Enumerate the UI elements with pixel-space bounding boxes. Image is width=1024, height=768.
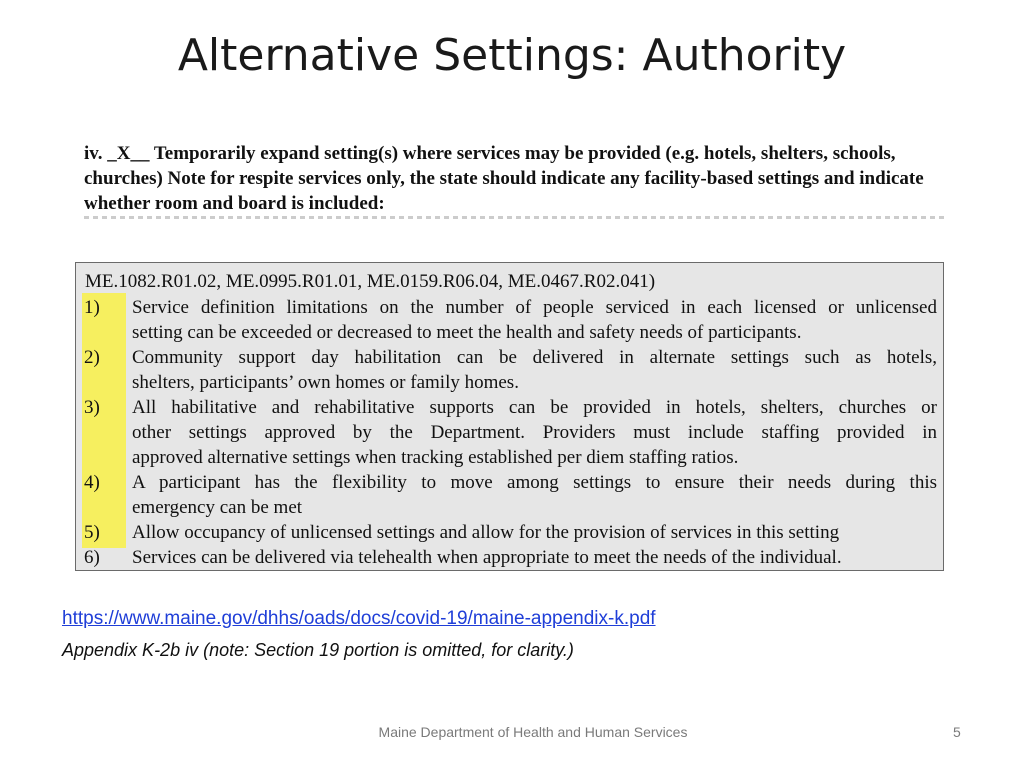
setting-item-line	[82, 395, 937, 420]
item-number	[82, 370, 132, 395]
item-text: setting can be exceeded or decreased to meet the health and safety needs of participants.	[132, 322, 802, 343]
item-number	[82, 420, 132, 445]
setting-item-line	[82, 520, 937, 545]
source-caption: Appendix K-2b iv (note: Section 19 portion is omitted, for clarity.)	[62, 640, 574, 660]
item-number: 3)	[84, 397, 100, 418]
item-number: 4)	[84, 472, 100, 493]
cropped-text-edge	[84, 216, 944, 219]
setting-item-line	[82, 445, 937, 470]
item-text: approved alternative settings when tracking established per diem staffing ratios.	[132, 447, 739, 468]
item-text: shelters, participants’ own homes or family homes.	[132, 372, 519, 393]
item-number: 2)	[84, 347, 100, 368]
item-text: All habilitative and rehabilitative supports can be provided in hotels, shelters, churches or	[132, 397, 937, 418]
setting-item-line	[82, 370, 937, 395]
item-text: Community support day habilitation can be delivered in alternate settings such as hotels,	[132, 347, 937, 368]
waiver-id-list: ME.1082.R01.02, ME.0995.R01.01, ME.0159.R06.04, ME.0467.R02.041)	[85, 271, 656, 292]
item-number: 5)	[84, 522, 100, 543]
page-number: 5	[953, 724, 961, 740]
item-number	[82, 320, 132, 345]
setting-item-line	[82, 320, 937, 345]
item-text: A participant has the flexibility to move among settings to ensure their needs during this	[132, 472, 937, 493]
setting-item-list	[82, 295, 937, 570]
item-number: 6)	[84, 547, 100, 568]
source-document-link[interactable]: https://www.maine.gov/dhhs/oads/docs/covid-19/maine-appendix-k.pdf	[62, 608, 656, 629]
footer-organization: Maine Department of Health and Human Services	[378, 724, 688, 740]
setting-item-line	[82, 470, 937, 495]
setting-item-line	[82, 495, 937, 520]
item-text: other settings approved by the Department. Providers must include staffing provided in	[132, 422, 937, 443]
item-number: 1)	[84, 297, 100, 318]
item-text: emergency can be met	[132, 497, 303, 518]
item-text: Services can be delivered via telehealth when appropriate to meet the needs of the individual.	[132, 547, 842, 568]
item-text: Service definition limitations on the number of people serviced in each licensed or unlicensed	[132, 297, 937, 318]
setting-item-line	[82, 295, 937, 320]
setting-item-line	[82, 345, 937, 370]
item-text: Allow occupancy of unlicensed settings and allow for the provision of services in this setting	[132, 522, 840, 543]
slide-title: Alternative Settings: Authority	[177, 30, 847, 81]
appendix-k-excerpt-intro	[84, 141, 948, 216]
setting-item-line	[82, 420, 937, 445]
setting-item-line	[82, 545, 937, 570]
item-number	[82, 445, 132, 470]
item-number	[82, 495, 132, 520]
appendix-k-excerpt-box	[75, 262, 944, 571]
excerpt-intro-text: iv. _X__ Temporarily expand setting(s) where services may be provided (e.g. hotels, shelters, schools, churches) Note for respite services only, the state should indicate any facility-based settings and indicate whether room and board is included:	[84, 143, 924, 214]
